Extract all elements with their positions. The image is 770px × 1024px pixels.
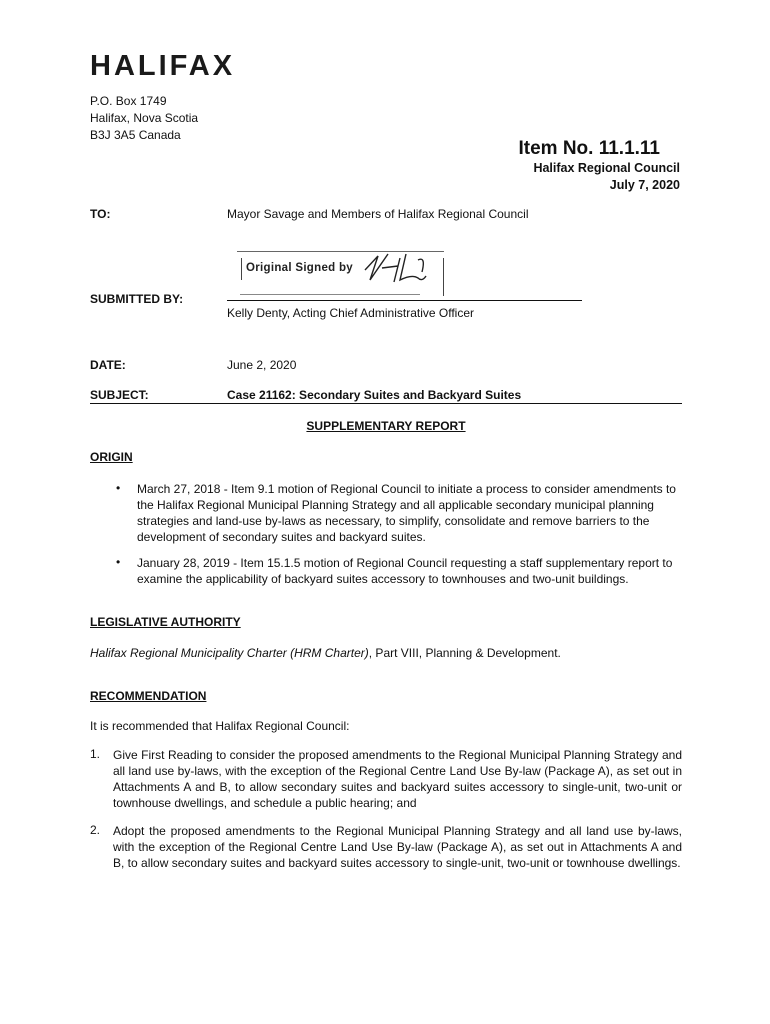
date-value: June 2, 2020 (227, 358, 297, 372)
recommendation-item-1: Give First Reading to consider the proposed amendments to the Regional Municipal Planning Strategy and all land use by-laws, with the exception of the Regional Centre Land Use By-law (Package A), as set out in Attachments A and B, to allow secondary suites and backyard suites accessory to single-unit, two-unit or townhouse dwellings, and schedule a public hearing; and (113, 748, 682, 810)
report-title: SUPPLEMENTARY REPORT (306, 419, 466, 433)
subject-label: SUBJECT: (90, 388, 149, 402)
recommendation-item-2: Adopt the proposed amendments to the Regional Municipal Planning Strategy and all land use by-laws, with the exception of the Regional Centre Land Use By-law (Package A), as set out in Attachments A and B, to allow secondary suites and backyard suites accessory to single-unit, two-unit or townhouse dwellings. (113, 824, 682, 870)
recommendation-heading: RECOMMENDATION (90, 689, 207, 703)
legislative-heading: LEGISLATIVE AUTHORITY (90, 615, 241, 629)
mailing-address (90, 93, 198, 144)
signature-line (227, 300, 582, 301)
halifax-logo: HALIFAX (90, 50, 236, 82)
address-line: Halifax, Nova Scotia (90, 111, 199, 125)
to-value: Mayor Savage and Members of Halifax Regional Council (227, 207, 529, 221)
meeting-date: July 7, 2020 (609, 178, 680, 192)
handwritten-signature (360, 250, 440, 290)
item-number-1: 1. (90, 747, 101, 761)
charter-name: Halifax Regional Municipality Charter (HRM Charter) (90, 646, 369, 660)
meeting-info (533, 160, 680, 194)
submitted-value: Kelly Denty, Acting Chief Administrative Officer (227, 306, 474, 320)
to-label: TO: (90, 207, 111, 221)
council-name: Halifax Regional Council (533, 161, 680, 175)
subject-divider (90, 403, 682, 404)
item-number-2: 2. (90, 823, 101, 837)
legislative-text (90, 645, 682, 661)
recommendation-intro: It is recommended that Halifax Regional Council: (90, 719, 350, 733)
item-number: Item No. 11.1.11 (518, 138, 660, 159)
address-line: B3J 3A5 Canada (90, 128, 181, 142)
origin-bullet-1: March 27, 2018 - Item 9.1 motion of Regional Council to initiate a process to consider amendments to the Halifax Regional Municipal Planning Strategy and all applicable secondary municipal planning strategies and land-use by-laws as necessary, to simplify, consolidate and remove barriers to the development of secondary suites and backyard suites. (137, 482, 676, 544)
address-line: P.O. Box 1749 (90, 94, 167, 108)
charter-detail: , Part VIII, Planning & Development. (368, 646, 561, 660)
bullet-marker: • (116, 481, 121, 495)
origin-bullet-2: January 28, 2019 - Item 15.1.5 motion of Regional Council requesting a staff supplementary report to examine the applicability of backyard suites accessory to townhouses and two-unit buildings. (137, 556, 673, 586)
date-label: DATE: (90, 358, 126, 372)
signature-stamp-border (241, 258, 242, 280)
submitted-label: SUBMITTED BY: (90, 292, 184, 306)
subject-value: Case 21162: Secondary Suites and Backyard Suites (227, 388, 522, 402)
signature-stamp-border (443, 258, 444, 296)
origin-heading: ORIGIN (90, 450, 133, 464)
signature-stamp-border (240, 294, 420, 295)
bullet-marker: • (116, 555, 121, 569)
signature-stamp-text: Original Signed by (246, 262, 353, 274)
